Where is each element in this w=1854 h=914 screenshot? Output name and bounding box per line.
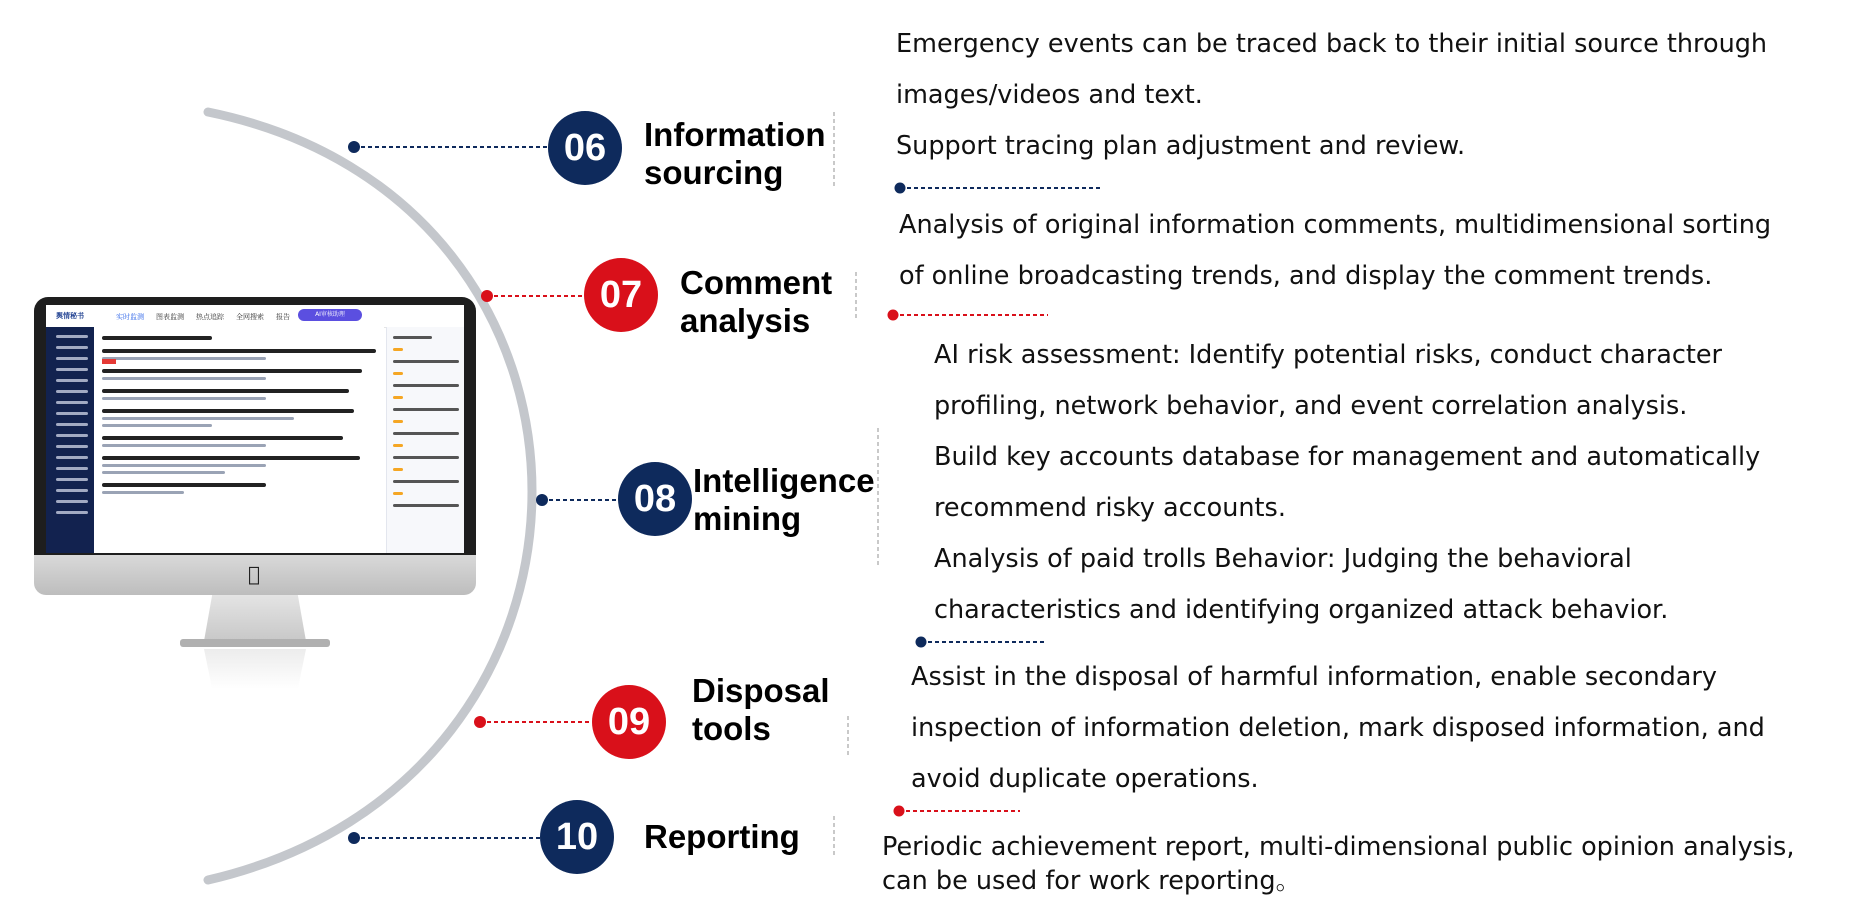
connector-06-dot xyxy=(348,141,360,153)
screen-logo: 舆情秘书 xyxy=(56,312,84,320)
section-09-description xyxy=(911,652,1765,805)
section-07-title-line: Comment xyxy=(680,264,833,301)
section-08-title-line: Intelligence xyxy=(693,462,875,499)
section-10-title xyxy=(644,818,800,856)
section-07-title xyxy=(680,264,832,340)
section-07-description xyxy=(899,200,1771,302)
description-line: inspection of information deletion, mark disposed information, and xyxy=(911,713,1765,743)
screen-nav xyxy=(116,312,316,322)
screen-nav-item: 实时监测 xyxy=(116,313,144,321)
section-07-number: 07 xyxy=(584,258,658,332)
divider-09-10-dot xyxy=(894,806,905,817)
description-line: profiling, network behavior, and event correlation analysis. xyxy=(934,391,1688,421)
screen-nav-item: 热点追踪 xyxy=(196,313,224,321)
section-06-description xyxy=(896,19,1767,172)
screen-ai-badge: AI审核助理 xyxy=(298,309,362,321)
section-09-title-line: Disposal xyxy=(692,672,830,709)
connector-07-dot xyxy=(481,290,493,302)
section-08-number: 08 xyxy=(618,462,692,536)
screen-nav-item: 全网搜索 xyxy=(236,313,264,321)
section-10-number: 10 xyxy=(540,800,614,874)
section-06-title xyxy=(644,116,825,192)
description-line: Emergency events can be traced back to their initial source through xyxy=(896,29,1768,59)
screen-nav-item: 报告 xyxy=(276,313,290,321)
screen-nav-item: 图表监测 xyxy=(156,313,184,321)
section-09-number: 09 xyxy=(592,685,666,759)
connector-10-dot xyxy=(348,832,360,844)
section-10-title-line: Reporting xyxy=(644,818,800,855)
section-08-description xyxy=(934,330,1760,636)
monitor-screen xyxy=(46,305,464,553)
apple-logo-icon xyxy=(241,561,267,587)
description-line: Analysis of original information comments, multidimensional sorting xyxy=(899,210,1772,240)
divider-06-07-dot xyxy=(895,183,906,194)
section-06-title-line: sourcing xyxy=(644,154,784,191)
monitor-mockup xyxy=(34,297,476,657)
description-line: Support tracing plan adjustment and review. xyxy=(896,131,1466,161)
description-line: AI risk assessment: Identify potential risks, conduct character xyxy=(934,340,1723,370)
section-10-description xyxy=(882,830,1794,898)
section-07-title-line: analysis xyxy=(680,302,811,339)
connector-09-dot xyxy=(474,716,486,728)
monitor-foot xyxy=(180,639,330,647)
description-line: can be used for work reporting。 xyxy=(882,866,1302,896)
section-08-title-line: mining xyxy=(693,500,802,537)
section-09-title-line: tools xyxy=(692,710,771,747)
monitor-reflection xyxy=(204,649,306,689)
description-line: Build key accounts database for management and automatically xyxy=(934,442,1761,472)
description-line: images/videos and text. xyxy=(896,80,1203,110)
monitor-bezel xyxy=(34,297,476,555)
section-06-title-line: Information xyxy=(644,116,826,153)
divider-07-08-dot xyxy=(888,310,899,321)
description-line: recommend risky accounts. xyxy=(934,493,1286,523)
section-08-title xyxy=(693,462,875,538)
description-line: characteristics and identifying organized attack behavior. xyxy=(934,595,1669,625)
description-line: Analysis of paid trolls Behavior: Judging the behavioral xyxy=(934,544,1632,574)
screen-content xyxy=(94,327,384,553)
section-09-title xyxy=(692,672,830,748)
connector-08-dot xyxy=(536,494,548,506)
description-line: avoid duplicate operations. xyxy=(911,764,1259,794)
screen-topbar xyxy=(46,305,464,328)
description-line: of online broadcasting trends, and display the comment trends. xyxy=(899,261,1713,291)
section-06-number: 06 xyxy=(548,111,622,185)
screen-right-panel xyxy=(386,327,464,553)
monitor-stand xyxy=(204,595,306,641)
description-line: Periodic achievement report, multi-dimensional public opinion analysis, xyxy=(882,832,1795,862)
screen-sidebar xyxy=(46,327,94,553)
divider-08-09-dot xyxy=(916,637,927,648)
description-line: Assist in the disposal of harmful information, enable secondary xyxy=(911,662,1717,692)
